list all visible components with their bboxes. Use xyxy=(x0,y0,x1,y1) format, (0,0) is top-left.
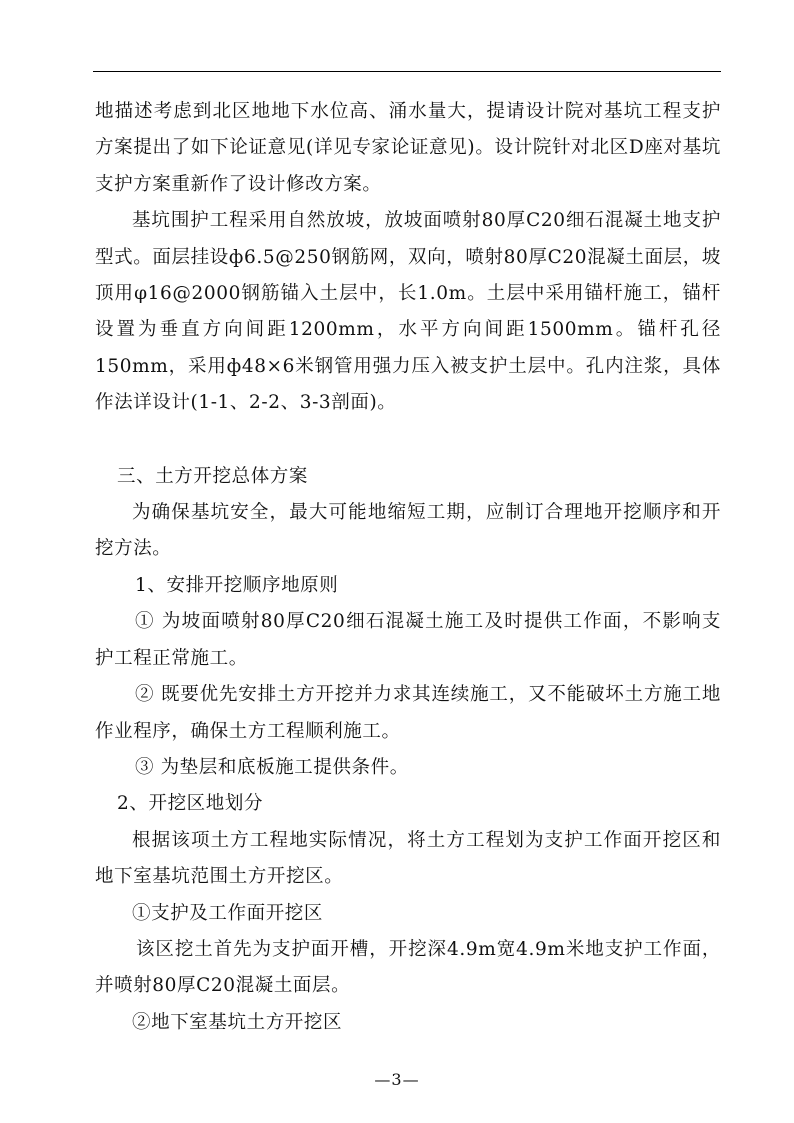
header-rule xyxy=(93,71,721,72)
subheading-support-zone: ①支护及工作面开挖区 xyxy=(132,902,324,924)
document-body xyxy=(95,94,721,1041)
paragraph-zone-division: 根据该项土方工程地实际情况，将土方工程划为支护工作面开挖区和地下室基坑范围土方开挖区。 xyxy=(95,829,721,888)
paragraph-support-scheme: 基坑围护工程采用自然放坡，放坡面喷射80厚C20细石混凝土地支护型式。面层挂设ф6.5@250钢筋网，双向，喷射80厚C20混凝土面层，坡顶用φ16@2000钢筋锚入土层中，长1.0m。土层中采用锚杆施工，锚杆设置为垂直方向间距1200mm，水平方向间距1500mm。锚杆孔径150mm，采用ф48×6米钢管用强力压入被支护土层中。孔内注浆，具体作法详设计(1-1、2-2、3-3剖面)。 xyxy=(95,210,721,414)
subheading-zone-division: 2、开挖区地划分 xyxy=(117,793,264,815)
section-heading-earthwork: 三、土方开挖总体方案 xyxy=(117,465,309,487)
paragraph-continuation: 地描述考虑到北区地地下水位高、涌水量大，提请设计院对基坑工程支护方案提出了如下论证意见(详见专家论证意见)。设计院针对北区D座对基坑支护方案重新作了设计修改方案。 xyxy=(95,101,721,195)
subheading-basement-zone: ②地下室基坑土方开挖区 xyxy=(132,1011,343,1033)
paragraph-support-zone: 该区挖土首先为支护面开槽，开挖深4.9m宽4.9m米地支护工作面，并喷射80厚C20混凝土面层。 xyxy=(95,938,721,997)
subheading-order-principle: 1、安排开挖顺序地原则 xyxy=(135,574,339,596)
list-item-principle-3: ③ 为垫层和底板施工提供条件。 xyxy=(135,756,409,778)
list-item-principle-2: ② 既要优先安排土方开挖并力求其连续施工，又不能破坏土方施工地作业程序，确保土方工程顺利施工。 xyxy=(95,684,721,742)
page-number: —3— xyxy=(374,1070,420,1089)
paragraph-excavation-intro: 为确保基坑安全，最大可能地缩短工期，应制订合理地开挖顺序和开挖方法。 xyxy=(95,502,721,560)
paragraph-spacer xyxy=(95,422,721,459)
list-item-principle-1: ① 为坡面喷射80厚C20细石混凝土施工及时提供工作面，不影响支护工程正常施工。 xyxy=(95,611,721,669)
